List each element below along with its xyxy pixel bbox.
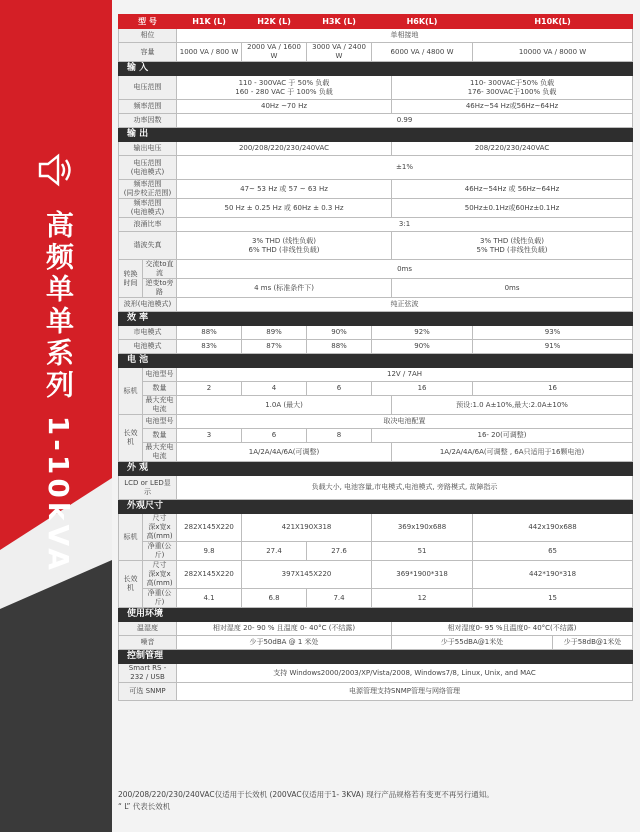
row-std-qty: 数量 2 4 6 16 16: [119, 382, 633, 396]
cell: 7.4: [307, 589, 372, 608]
cell: 282X145X220: [177, 561, 242, 589]
cell: 1A/2A/4A/6A(可调整): [177, 443, 392, 462]
cell: 相对湿度0- 95 %且温度0- 40°C(不结露): [392, 622, 633, 636]
row-thd: 谐波失真 3% THD (线性负载) 6% THD (非线性负载) 3% THD (线性负载) 5% THD (非线性负载): [119, 232, 633, 260]
footnote: [118, 789, 638, 813]
cell: 纯正弦波: [177, 298, 633, 312]
cell: 92%: [372, 326, 473, 340]
section-input: 输 入: [119, 62, 633, 76]
section-appearance: 外 观: [119, 462, 633, 476]
sidebar-dark-band: [0, 560, 112, 832]
cell: 88%: [177, 326, 242, 340]
footnote-line-1: 200/208/220/230/240VAC仅适用于长效机 (200VAC仅适用于1- 3KVA) 现行产品规格若有变更不再另行通知。: [118, 790, 494, 799]
section-battery: 电 池: [119, 354, 633, 368]
cell: 50 Hz ± 0.25 Hz 或 60Hz ± 0.3 Hz: [177, 199, 392, 218]
section-control: 控制管理: [119, 650, 633, 664]
cell: 3% THD (线性负载) 5% THD (非线性负载): [392, 232, 633, 260]
cell: 369*1900*318: [372, 561, 473, 589]
cell: 8: [307, 429, 372, 443]
cell: ±1%: [177, 156, 633, 180]
row-humidity: 温湿度 相对湿度 20- 90 % 且温度 0- 40°C (不结露) 相对湿度0- 95 %且温度0- 40°C(不结露): [119, 622, 633, 636]
row-smart: Smart RS - 232 / USB 支持 Windows2000/2003/XP/Vista/2008, Windows7/8, Linux, Unix, and MAC: [119, 664, 633, 683]
cell: 90%: [307, 326, 372, 340]
cell: 15: [473, 589, 633, 608]
row-std-chg: 最大充电电流 1.0A (最大) 预设:1.0 A±10%,最大:2.0A±10%: [119, 396, 633, 415]
cell: 支持 Windows2000/2003/XP/Vista/2008, Windows7/8, Linux, Unix, and MAC: [177, 664, 633, 683]
cell: 282X145X220: [177, 514, 242, 542]
header-h3k: H3K (L): [307, 15, 372, 29]
cell: 10000 VA / 8000 W: [473, 43, 633, 62]
cell: 110 - 300VAC 于 50% 负载 160 - 280 VAC 于 100% 负载: [177, 76, 392, 100]
row-capacity: [119, 43, 633, 62]
section-environment: 使用环境: [119, 608, 633, 622]
row-freq-batt: 频率范围 (电池模式) 50 Hz ± 0.25 Hz 或 60Hz ± 0.3 Hz 50Hz±0.1Hz或60Hz±0.1Hz: [119, 199, 633, 218]
cell: 16: [473, 382, 633, 396]
cell: 4.1: [177, 589, 242, 608]
cell: 369x190x688: [372, 514, 473, 542]
cell: 110- 300VAC于50% 负载 176- 300VAC于100% 负载: [392, 76, 633, 100]
cell: 少于58dB@1米处: [553, 636, 633, 650]
row-in-freq: 频率范围 40Hz ~70 Hz 46Hz~54 Hz或56Hz~64Hz: [119, 100, 633, 114]
cell: 6000 VA / 4800 W: [372, 43, 473, 62]
cell: 6: [307, 382, 372, 396]
sidebar: [0, 0, 112, 832]
cell: 27.6: [307, 542, 372, 561]
label-phase: 相位: [119, 29, 177, 43]
row-dim-long-size: 长效机 尺寸 深x宽x高(mm) 282X145X220 397X145X220 369*1900*318 442*190*318: [119, 561, 633, 589]
cell: 87%: [242, 340, 307, 354]
cell: 1000 VA / 800 W: [177, 43, 242, 62]
row-dim-std-size: 标机 尺寸 深x宽x高(mm) 282X145X220 421X190X318 369x190x688 442x190x688: [119, 514, 633, 542]
cell: 83%: [177, 340, 242, 354]
speaker-icon: [36, 152, 76, 192]
cell: 91%: [473, 340, 633, 354]
cell: 少于55dBA@1米处: [392, 636, 553, 650]
cell: 6: [242, 429, 307, 443]
cell: 0ms: [392, 279, 633, 298]
cell: 50Hz±0.1Hz或60Hz±0.1Hz: [392, 199, 633, 218]
cell: 16: [372, 382, 473, 396]
cell: 取决电池配置: [177, 415, 633, 429]
cell: 4: [242, 382, 307, 396]
cell: 9.8: [177, 542, 242, 561]
cell: 相对湿度 20- 90 % 且温度 0- 40°C (不结露): [177, 622, 392, 636]
cell: 421X190X318: [242, 514, 372, 542]
row-transfer-invbyp: 逆变to旁路 4 ms (标准条件下) 0ms: [119, 279, 633, 298]
row-std-type: 标机 电池型号 12V / 7AH: [119, 368, 633, 382]
section-dimensions: 外观尺寸: [119, 500, 633, 514]
cell: 6.8: [242, 589, 307, 608]
cell: 65: [473, 542, 633, 561]
cell: 442x190x688: [473, 514, 633, 542]
cell: 2000 VA / 1600 W: [242, 43, 307, 62]
cell: 少于50dBA @ 1 米处: [177, 636, 392, 650]
cell: 1A/2A/4A/6A(可调整 , 6A只适用于16颗电池): [392, 443, 633, 462]
row-snmp: 可选 SNMP 电源管理支持SNMP管理与网络管理: [119, 683, 633, 701]
cell: 4 ms (标准条件下): [177, 279, 392, 298]
cell: 200/208/220/230/240VAC: [177, 142, 392, 156]
cell: 2: [177, 382, 242, 396]
row-crest: 浪涌比率 3:1: [119, 218, 633, 232]
row-transfer-acdc: 转换时间 交流to直流 0ms: [119, 260, 633, 279]
spec-table: [118, 14, 633, 701]
header-h2k: H2K (L): [242, 15, 307, 29]
row-phase: [119, 29, 633, 43]
cell: 预设:1.0 A±10%,最大:2.0A±10%: [392, 396, 633, 415]
row-long-qty: 数量 3 6 8 16- 20(可调整): [119, 429, 633, 443]
cell: 1.0A (最大): [177, 396, 392, 415]
cell: 442*190*318: [473, 561, 633, 589]
row-noise: 噪音 少于50dBA @ 1 米处 少于55dBA@1米处 少于58dB@1米处: [119, 636, 633, 650]
cell: 89%: [242, 326, 307, 340]
cell: 88%: [307, 340, 372, 354]
header-h10k: H10K(L): [473, 15, 633, 29]
label-capacity: 容量: [119, 43, 177, 62]
cell: 47~ 53 Hz 或 57 ~ 63 Hz: [177, 180, 392, 199]
cell: 3% THD (线性负载) 6% THD (非线性负载): [177, 232, 392, 260]
cell: 51: [372, 542, 473, 561]
cell: 46Hz~54 Hz或56Hz~64Hz: [392, 100, 633, 114]
cell: 397X145X220: [242, 561, 372, 589]
cell: 电源管理支持SNMP管理与网络管理: [177, 683, 633, 701]
row-out-voltage: 输出电压 200/208/220/230/240VAC 208/220/230/240VAC: [119, 142, 633, 156]
cell: 3000 VA / 2400 W: [307, 43, 372, 62]
row-pf: 功率因数 0.99: [119, 114, 633, 128]
header-model: 型 号: [119, 15, 177, 29]
footnote-line-2: “ L” 代表长效机: [118, 802, 171, 811]
header-h1k: H1K (L): [177, 15, 242, 29]
sidebar-title: 高频单单系列 1-10kVA: [42, 210, 75, 574]
row-long-type: 长效机 电池型号 取决电池配置: [119, 415, 633, 429]
row-freq-sync: 频率范围 (同步校正范围) 47~ 53 Hz 或 57 ~ 63 Hz 46Hz~54Hz 或 56Hz~64Hz: [119, 180, 633, 199]
cell: 负载大小, 电池容量,市电模式,电池模式, 旁路模式, 故障指示: [177, 476, 633, 500]
cell: 12: [372, 589, 473, 608]
row-in-voltage: 电压范围 110 - 300VAC 于 50% 负载 160 - 280 VAC 于 100% 负载 110- 300VAC于50% 负载 176- 300VAC于100% 负载: [119, 76, 633, 100]
row-waveform: 波形(电池模式) 纯正弦波: [119, 298, 633, 312]
row-lcd: LCD or LED显示 负载大小, 电池容量,市电模式,电池模式, 旁路模式, 故障指示: [119, 476, 633, 500]
cell: 16- 20(可调整): [372, 429, 633, 443]
row-dim-std-wt: 净重(公斤) 9.8 27.4 27.6 51 65: [119, 542, 633, 561]
row-dim-long-wt: 净重(公斤) 4.1 6.8 7.4 12 15: [119, 589, 633, 608]
row-volt-reg: 电压范围 (电池模式) ±1%: [119, 156, 633, 180]
header-h6k: H6K(L): [372, 15, 473, 29]
row-eff-batt: 电池模式 83% 87% 88% 90% 91%: [119, 340, 633, 354]
cell: 93%: [473, 326, 633, 340]
value-phase: 单相接地: [177, 29, 633, 43]
cell: 208/220/230/240VAC: [392, 142, 633, 156]
cell: 90%: [372, 340, 473, 354]
cell: 46Hz~54Hz 或 56Hz~64Hz: [392, 180, 633, 199]
cell: 3:1: [177, 218, 633, 232]
cell: 12V / 7AH: [177, 368, 633, 382]
section-efficiency: 效 率: [119, 312, 633, 326]
cell: 0.99: [177, 114, 633, 128]
cell: 3: [177, 429, 242, 443]
cell: 27.4: [242, 542, 307, 561]
cell: 0ms: [177, 260, 633, 279]
row-eff-ac: 市电模式 88% 89% 90% 92% 93%: [119, 326, 633, 340]
header-row: [119, 15, 633, 29]
cell: 40Hz ~70 Hz: [177, 100, 392, 114]
section-output: 输 出: [119, 128, 633, 142]
row-long-chg: 最大充电电流 1A/2A/4A/6A(可调整) 1A/2A/4A/6A(可调整 , 6A只适用于16颗电池): [119, 443, 633, 462]
